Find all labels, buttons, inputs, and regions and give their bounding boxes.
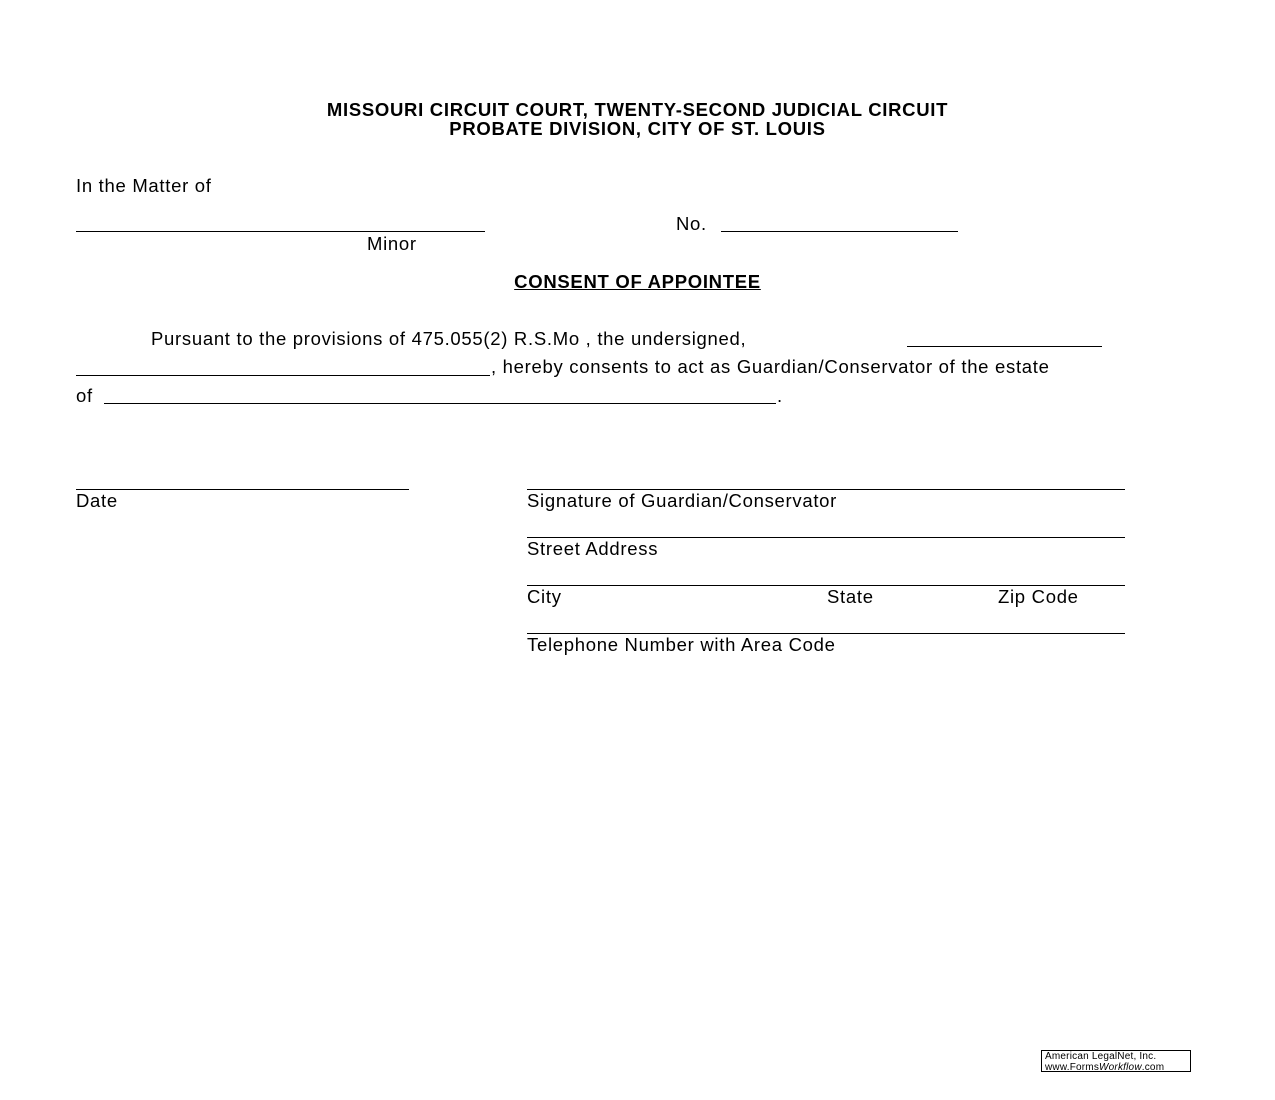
logo-company: American LegalNet, Inc. (1045, 1051, 1157, 1062)
undersigned-name-line-2[interactable] (76, 375, 490, 376)
state-label: State (827, 586, 874, 607)
undersigned-name-line-1[interactable] (907, 346, 1102, 347)
body-line-2: , hereby consents to act as Guardian/Conservator of the estate (491, 356, 1050, 377)
logo-url (1045, 1063, 1187, 1074)
american-legalnet-logo (1041, 1050, 1191, 1072)
body-line-3-suffix: . (777, 385, 783, 406)
matter-label: In the Matter of (76, 175, 212, 196)
document-title: CONSENT OF APPOINTEE (514, 271, 761, 292)
minor-name-line[interactable] (76, 231, 485, 232)
city-label: City (527, 586, 562, 607)
signature-label: Signature of Guardian/Conservator (527, 490, 838, 511)
court-heading: MISSOURI CIRCUIT COURT, TWENTY-SECOND JUDICIAL CIRCUIT (326, 99, 949, 120)
body-line-1: Pursuant to the provisions of 475.055(2) R.S.Mo , the undersigned, (151, 328, 747, 349)
street-label: Street Address (527, 538, 659, 559)
zip-label: Zip Code (998, 586, 1079, 607)
phone-label: Telephone Number with Area Code (527, 634, 836, 655)
date-line[interactable] (76, 489, 409, 490)
estate-name-line[interactable] (104, 403, 776, 404)
logo-url-suffix: .com (1141, 1061, 1165, 1073)
logo-url-italic: Workflow (1099, 1061, 1142, 1073)
minor-label: Minor (367, 233, 417, 254)
logo-url-prefix: www.Forms (1045, 1061, 1100, 1073)
division-heading: PROBATE DIVISION, CITY OF ST. LOUIS (449, 118, 826, 139)
body-line-3-prefix: of (76, 385, 93, 406)
date-label: Date (76, 490, 118, 511)
case-no-line[interactable] (721, 231, 958, 232)
case-no-label: No. (676, 213, 707, 234)
